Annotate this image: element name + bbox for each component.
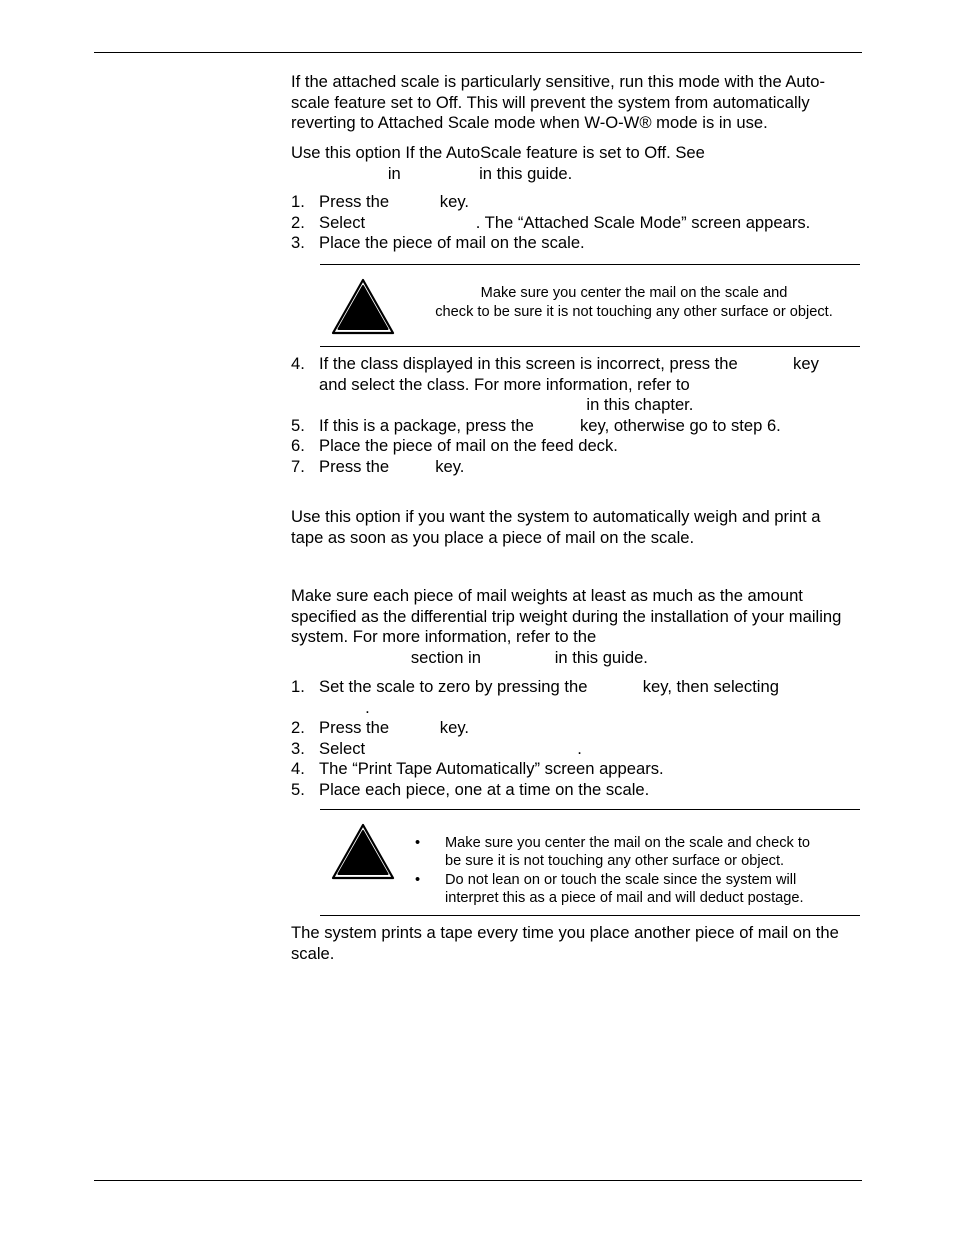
print-tape-closing: The system prints a tape every time you place another piece of mail on the scale. [291, 923, 839, 963]
warning-triangle-icon [330, 822, 396, 882]
list-item: 3. Place the piece of mail on the scale. [291, 233, 585, 252]
caution-text: Make sure you center the mail on the scale and check to be sure it is not touching any other surface or object. [435, 285, 833, 320]
caution-bullets [415, 834, 855, 907]
list-item: • Make sure you center the mail on the scale and check to be sure it is not touching any other surface or object. [415, 835, 811, 870]
list-item: 3. Select . [291, 738, 582, 758]
footer-rule [94, 1180, 862, 1181]
caution-box-1 [320, 264, 860, 347]
caution-box-2 [320, 809, 860, 916]
attached-scale-steps-a [291, 192, 862, 254]
list-item: 7. Press the key. [291, 456, 465, 476]
print-tape-intro: Use this option if you want the system to automatically weigh and print a tape as soon as you place a piece of mail on the scale. [291, 507, 821, 547]
attached-scale-steps-b [291, 354, 862, 477]
list-item: 6. Place the piece of mail on the feed deck. [291, 436, 618, 455]
trip-weight-note: Make sure each piece of mail weights at least as much as the amount specified as the differential trip weight during the installation of your mailing system. For more information, refer to the section in in this guide. [291, 586, 842, 667]
list-item: 5. Place each piece, one at a time on the scale. [291, 779, 650, 799]
list-item: 2. Select . The “Attached Scale Mode” screen appears. [291, 212, 811, 232]
list-item: 4. The “Print Tape Automatically” screen appears. [291, 759, 664, 778]
list-item: 1. Set the scale to zero by pressing the key, then selecting . [291, 677, 779, 717]
list-item: 4. If the class displayed in this screen is incorrect, press the key and select the class. For more information, refer to in this chapter. [291, 354, 819, 414]
autoscale-option-note: Use this option If the AutoScale feature is set to Off. See in in this guide. [291, 143, 705, 183]
list-item: 5. If this is a package, press the key, otherwise go to step 6. [291, 415, 781, 435]
list-item: 2. Press the key. [291, 718, 470, 737]
list-item: • Do not lean on or touch the scale since the system will interpret this as a piece of mail and will deduct postage. [415, 871, 804, 906]
warning-triangle-icon [330, 277, 396, 337]
header-rule [94, 52, 862, 53]
attached-scale-intro: If the attached scale is particularly sensitive, run this mode with the Auto- scale feature set to Off. This will prevent the system from automatically reverting to Attached Scale mode when W-O-W® mode is in use. [291, 72, 826, 132]
list-item: 1. Press the key. [291, 192, 470, 211]
print-tape-steps [291, 677, 862, 800]
